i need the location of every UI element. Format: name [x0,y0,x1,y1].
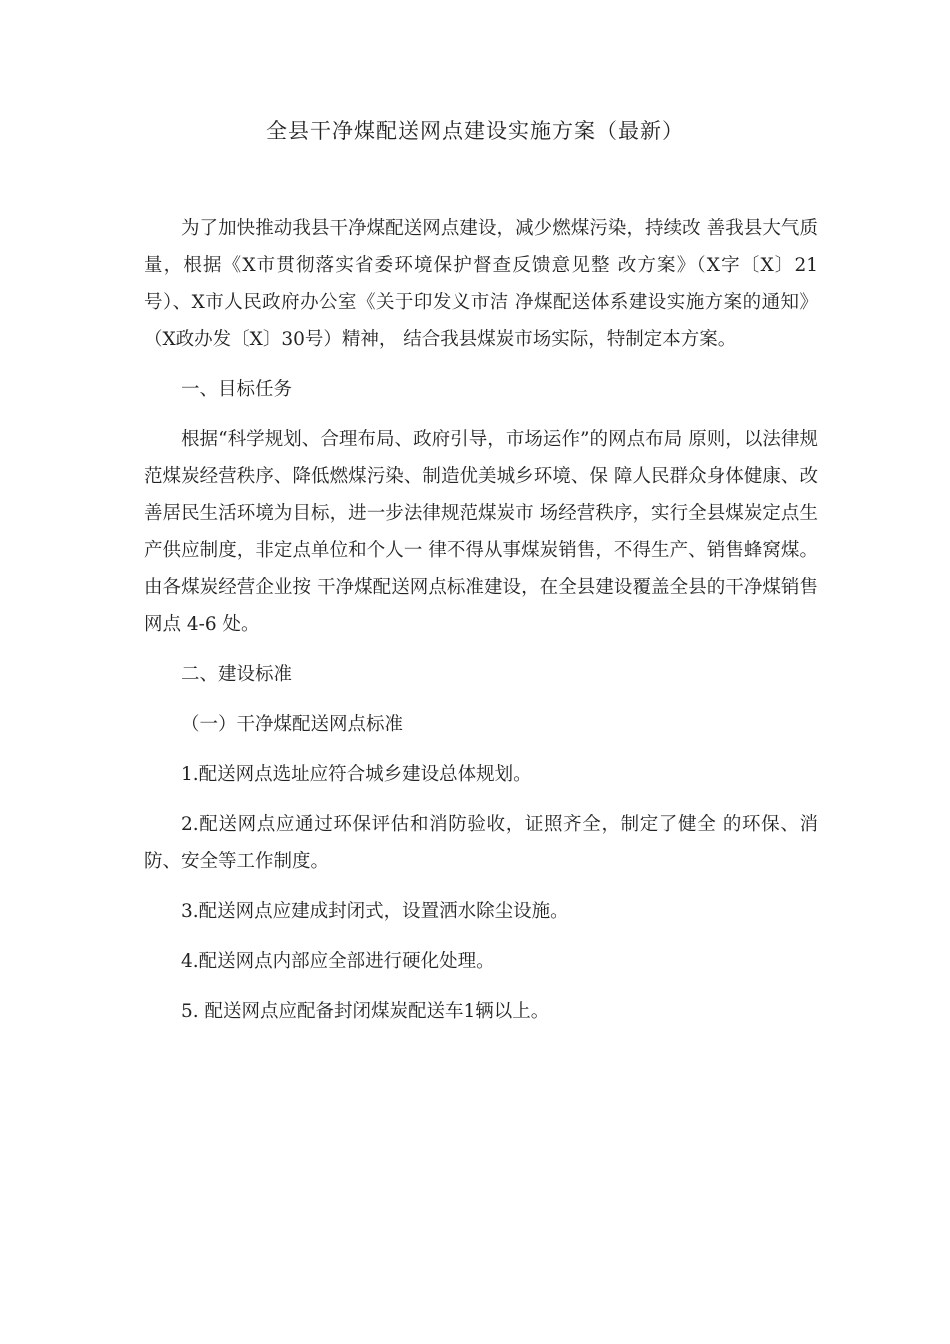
standard-item-2: 2.配送网点应通过环保评估和消防验收，证照齐全，制定了健全 的环保、消防、安全等工作制度。 [144,814,818,872]
standard-item-3: 3.配送网点应建成封闭式，设置洒水除尘设施。 [181,901,569,922]
subsection-heading-network-standards: （一）干净煤配送网点标准 [181,714,404,735]
goals-paragraph: 根据“科学规划、合理布局、政府引导，市场运作”的网点布局 原则，以法律规范煤炭经营秩序、降低燃煤污染、制造优美城乡环境、保 障人民群众身体健康、改善居民生活环境为目标，进一步法律规范煤炭市 场经营秩序，实行全县煤炭定点生产供应制度，非定点单位和个人一 律不得从事煤炭销售，不得生产、销售蜂窝煤。由各煤炭经营企业按 干净煤配送网点标准建设，在全县建设覆盖全县的干净煤销售网点 4-6 处。 [144,429,818,635]
standard-item-4: 4.配送网点内部应全部进行硬化处理。 [181,951,495,972]
standard-item-1: 1.配送网点选址应符合城乡建设总体规划。 [181,764,532,785]
document-title: 全县干净煤配送网点建设实施方案（最新） [266,119,684,143]
intro-paragraph: 为了加快推动我县干净煤配送网点建设，减少燃煤污染，持续改 善我县大气质量，根据《X市贯彻落实省委环境保护督查反馈意见整 改方案》（X字〔X〕21号）、X市人民政府办公室《关于印发义市洁 净煤配送体系建设实施方案的通知》（X政办发〔X〕30号）精神， 结合我县煤炭市场实际，特制定本方案。 [144,218,818,350]
document-body [144,210,818,1030]
standard-item-5: 5. 配送网点应配备封闭煤炭配送车1辆以上。 [181,1001,550,1022]
section-heading-standards: 二、建设标准 [181,664,293,685]
section-heading-goals: 一、目标任务 [181,379,293,400]
